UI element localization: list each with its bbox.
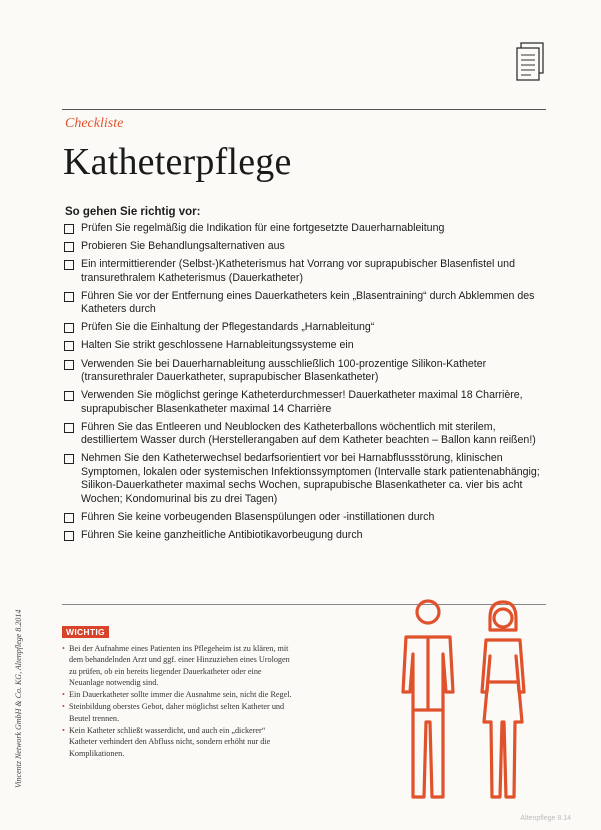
- checklist-item: [64, 240, 549, 254]
- checklist-item-text: Verwenden Sie möglichst geringe Katheterdurchmesser! Dauerkatheter maximal 18 Charrière, suprapubischer Blasenkatheter maximal 14 Charrière: [81, 389, 523, 415]
- checklist-item-text: Probieren Sie Behandlungsalternativen aus: [81, 240, 285, 253]
- checklist-item-text: Ein intermittierender (Selbst-)Katheterismus hat Vorrang vor suprapubischer Blasenfistel und transurethralem Katheterismus (Dauerkatheter): [81, 258, 515, 284]
- note-item: • Bei der Aufnahme eines Patienten ins Pflegeheim ist zu klären, mit dem behandelnden Arzt und ggf. einer Hinzuziehen eines Urologen zu prüfen, ob ein bereits liegender Dauerkatheter oder eine Neuanlage notwendig sind.: [62, 643, 294, 688]
- checklist-item: [64, 222, 549, 236]
- checkbox-icon: [64, 323, 74, 333]
- checklist-item-text: Führen Sie das Entleeren und Neublocken des Katheterballons wöchentlich mit sterilem, destilliertem Wasser durch (Herstellerangaben auf dem Katheter beachten – Ballon kann reißen!): [81, 420, 536, 447]
- side-credit: Vincentz Network GmbH & Co. KG, Altenpflege 8.2014: [14, 609, 23, 788]
- checklist-item-text: Führen Sie vor der Entfernung eines Dauerkatheters kein „Blasentraining“ durch Abklemmen des Katheters durch: [81, 289, 535, 316]
- checklist-item-text: Prüfen Sie die Einhaltung der Pflegestandards „Harnableitung“: [81, 321, 375, 334]
- note-item: • Ein Dauerkatheter sollte immer die Ausnahme sein, nicht die Regel.: [62, 689, 294, 700]
- checkbox-icon: [64, 513, 74, 523]
- checklist-item-text: Verwenden Sie bei Dauerharnableitung ausschließlich 100-prozentige Silikon-Katheter (transurethraler Dauerkatheter, suprapubischer Blasenkatheter): [81, 357, 487, 384]
- checkbox-icon: [64, 224, 74, 234]
- checkbox-icon: [64, 531, 74, 541]
- top-divider: [62, 109, 546, 110]
- note-item: • Steinbildung oberstes Gebot, daher möglichst selten Katheter und Beutel trennen.: [62, 701, 294, 724]
- checklist-item-text: Prüfen Sie regelmäßig die Indikation für eine fortgesetzte Dauerharnableitung: [81, 222, 445, 234]
- checklist-item-text: Nehmen Sie den Katheterwechsel bedarfsorientiert vor bei Harnabflussstörung, klinischen Symptomen, lokalen oder systemischen Infektionssymptomen (Intervalle stark patientenabhängig; Silikon-Dauerkatheter maximal sechs Wochen, suprapubische Blasenkatheter ca. vier bis acht Wochen; Kondomurinal bis zu drei Tagen): [81, 452, 540, 505]
- checklist-item: [64, 358, 549, 385]
- checklist-heading: So gehen Sie richtig vor:: [65, 206, 201, 218]
- checklist-item: [64, 321, 549, 335]
- note-list: [62, 643, 294, 759]
- checklist-item: [64, 529, 549, 543]
- checklist-item: [64, 389, 549, 416]
- checklist-item-text: Halten Sie strikt geschlossene Harnableitungssysteme ein: [81, 339, 354, 352]
- page-title: Katheterpflege: [63, 141, 292, 183]
- page-footer: Altenpflege 8.14: [520, 815, 571, 822]
- important-badge: WICHTIG: [62, 626, 109, 638]
- section-kicker: Checkliste: [65, 116, 124, 131]
- checklist-item: [64, 511, 549, 525]
- checklist-item: [64, 421, 549, 448]
- checkbox-icon: [64, 454, 74, 464]
- checkbox-icon: [64, 242, 74, 252]
- checklist-item: [64, 290, 549, 317]
- checklist-item: [64, 339, 549, 353]
- checkbox-icon: [64, 360, 74, 370]
- man-woman-figures-icon: [398, 592, 548, 812]
- checkbox-icon: [64, 341, 74, 351]
- note-item: • Kein Katheter schließt wasserdicht, und auch ein „dickerer“ Katheter verhindert den Abfluss nicht, sondern erhöht nur die Komplikationen.: [62, 725, 294, 759]
- checklist-item: [64, 452, 549, 506]
- checkbox-icon: [64, 423, 74, 433]
- important-note: [62, 622, 294, 760]
- checklist: [64, 222, 549, 547]
- checkbox-icon: [64, 391, 74, 401]
- document-icon: [515, 42, 545, 82]
- checkbox-icon: [64, 292, 74, 302]
- checklist-item-text: Führen Sie keine vorbeugenden Blasenspülungen oder -instillationen durch: [81, 510, 435, 523]
- checklist-item: [64, 258, 549, 285]
- checklist-item-text: Führen Sie keine ganzheitliche Antibiotikavorbeugung durch: [81, 529, 363, 542]
- checkbox-icon: [64, 260, 74, 270]
